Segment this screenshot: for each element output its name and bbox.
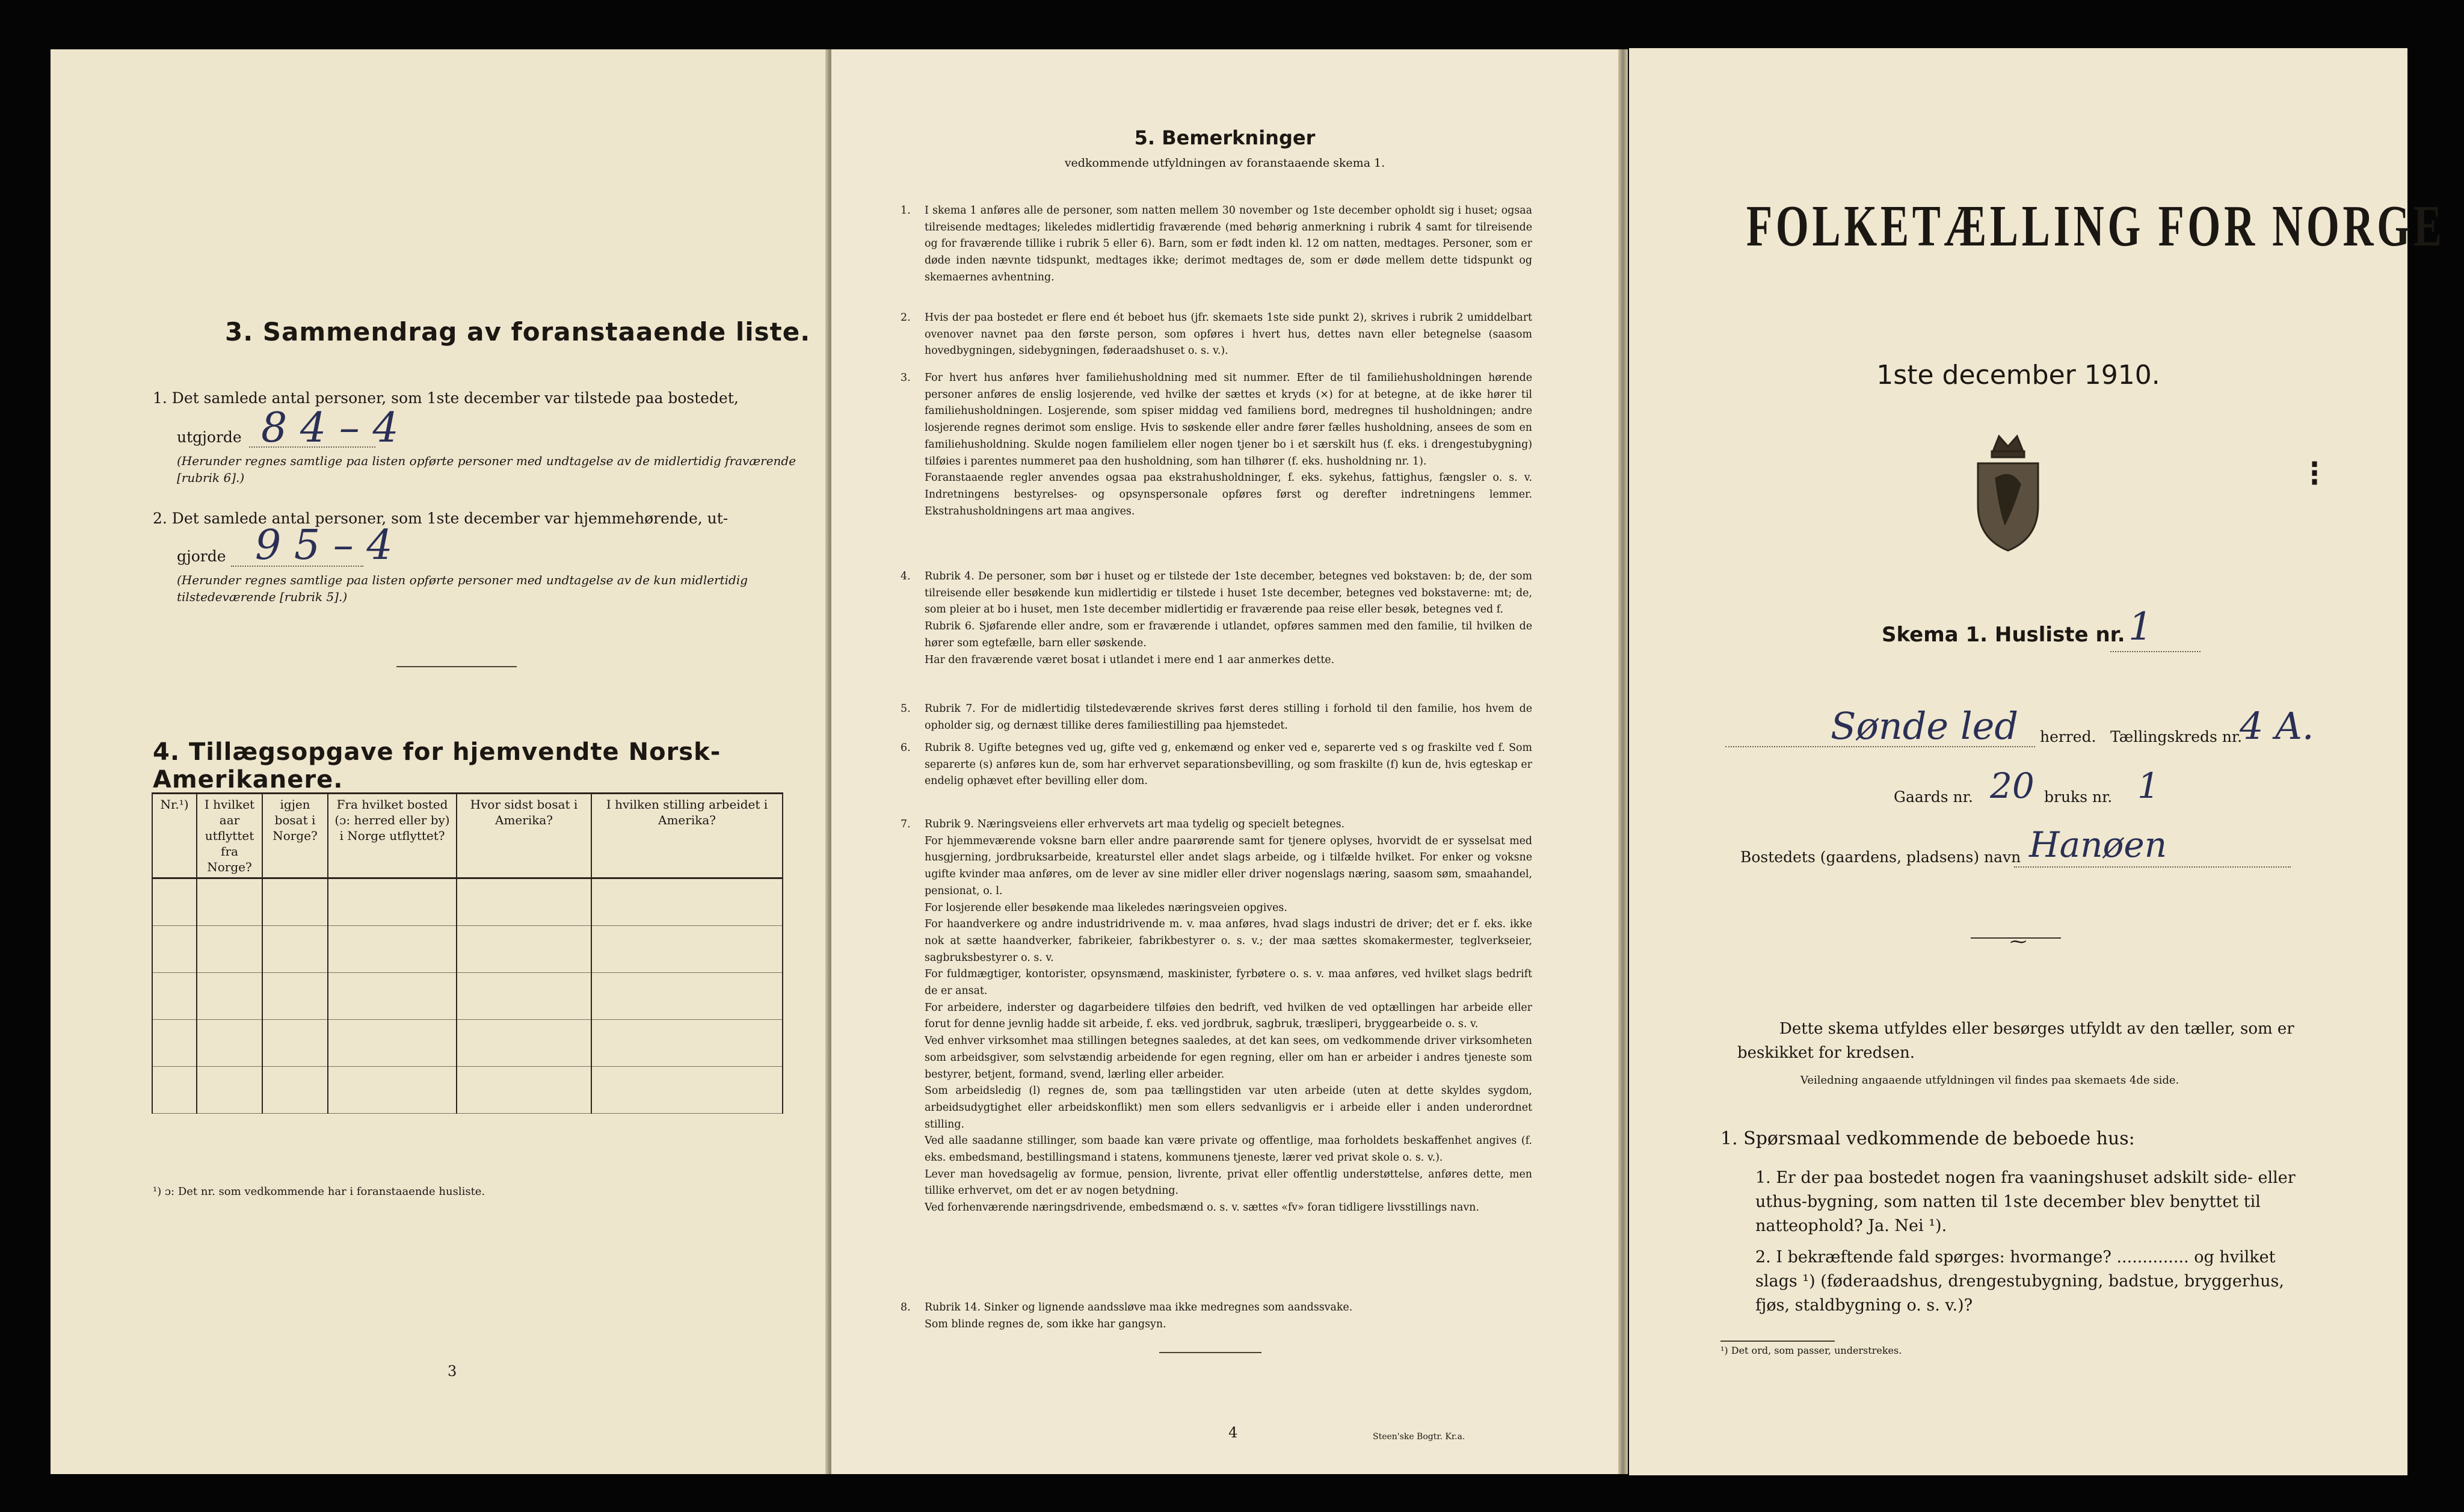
remark-num: 7. [901,818,911,830]
bruks-value: 1 [2137,765,2160,806]
husliste-dotline [2110,651,2201,652]
remarks-title: 5. Bemerkninger [1134,126,1316,149]
herred-value: Sønde led [1831,704,2019,748]
bruks-label: bruks nr. [2044,788,2113,806]
question-2: 2. I bekræftende fald spørges: hvormange? .............. og hvilket slags ¹) (føderaadshus, drengestubygning, badstue, bryggerhus, fjøs, staldbygning o. s. v.)? [1755,1248,2284,1315]
remark-num: 5. [901,703,911,715]
remarks-subtitle: vedkommende utfyldningen av foranstaaende skema 1. [1064,156,1385,170]
remark-8 [901,1300,1532,1333]
item1-text: 1. Det samlede antal personer, som 1ste december var tilstede paa bostedet, [153,389,739,407]
item2-note: (Herunder regnes samtlige paa listen opførte personer med undtagelse av de kun midlertidig tilstedeværende [rubrik 5].) [177,573,748,604]
item2-handwritten: 9 5 – 4 [255,522,393,569]
remark-5 [901,701,1532,734]
footnote-rule [1720,1341,1835,1342]
item2-text: 2. Det samlede antal personer, som 1ste december var hjemmehørende, ut- [153,510,728,527]
census-date: 1ste december 1910. [1876,360,2160,390]
norsk-amerikaner-table [152,792,783,1114]
table-row [152,1020,783,1067]
remark-2 [901,310,1532,360]
item1-note: (Herunder regnes samtlige paa listen opførte personer med undtagelse av de midlertidig fraværende [rubrik 6].) [177,454,796,485]
gutter-right [1618,49,1628,1474]
question-1: 1. Er der paa bostedet nogen fra vaaningshuset adskilt side- eller uthus-bygning, som natten til 1ste december blev benyttet til natteophold? Ja. Nei ¹). [1755,1168,2296,1235]
remark-1 [901,203,1532,286]
remark-num: 8. [901,1301,911,1313]
remark-3 [901,370,1532,520]
remark-num: 2. [901,312,911,324]
gaards-value: 20 [1990,765,2034,806]
page-number: 3 [448,1363,457,1380]
remark-num: 4. [901,570,911,582]
bosted-label: Bostedets (gaardens, pladsens) navn [1740,848,2021,866]
divider [1159,1352,1261,1353]
col-stilling-amerika: I hvilken stilling arbeidet i Amerika? [591,794,783,878]
col-nr: Nr.¹) [152,794,197,878]
divider [396,666,517,667]
census-title: FOLKETÆLLING FOR NORGE [1746,194,2445,259]
schema-label: Skema 1. Husliste nr. [1882,623,2125,647]
bosted-value: Hanøen [2029,824,2167,865]
bosted-dotline [2014,866,2291,868]
corner-mark: ⁝ [2309,452,2321,495]
item2-prefix: gjorde [177,548,226,565]
table-row [152,878,783,926]
remark-text: Rubrik 8. Ugifte betegnes ved ug, gifte ved g, enkemænd og enker ved e, separerte ved s og fraskilte ved f. Som separerte (s) anføres kun de, som har erhvervet separationsbevilling, og som fraskilte (f) kun de, hvis egteskap er endelig ophævet efter bevilling eller dom. [925,742,1532,788]
page-left [51,49,827,1474]
page-number: 4 [1228,1424,1238,1441]
table-row [152,1067,783,1114]
col-bosat-amerika: Hvor sidst bosat i Amerika? [457,794,591,878]
section4-title: 4. Tillægsopgave for hjemvendte Norsk-Amerikanere. [153,738,721,794]
section3-title: 3. Sammendrag av foranstaaende liste. [225,317,811,347]
item1-handwritten: 8 4 – 4 [261,404,399,452]
table-row [152,926,783,973]
kreds-value: 4 A. [2240,704,2314,748]
remark-text: Rubrik 7. For de midlertidig tilstedeværende skrives først deres stilling i forhold til den familie, hos hvem de opholder sig, og dernæst tillike deres familiestilling paa hjemstedet. [925,703,1532,732]
remark-6 [901,740,1532,790]
remark-text: Rubrik 14. Sinker og lignende aandssløve maa ikke medregnes som aandssvake. Som blinde regnes de, som ikke har gangsyn. [925,1301,1353,1330]
page-middle [831,49,1618,1474]
gaards-label: Gaards nr. [1894,788,1973,806]
table-row [152,973,783,1020]
col-igjen-bosat: igjen bosat i Norge? [262,794,328,878]
ornament: ⁓ [2010,931,2027,951]
coat-of-arms-icon [1969,433,2047,554]
intro-note: Veiledning angaaende utfyldningen vil findes paa skemaets 4de side. [1800,1074,2179,1087]
husliste-nr: 1 [2128,605,2153,649]
remark-text: For hvert hus anføres hver familiehusholdning med sit nummer. Efter de til familiehusholdningen hørende personer anføres de enslig losjerende, ved hvilke der sættes et kryds (×) for at betegne, at de ikke hører til familiehusholdningen. Losjerende, som spiser middag ved familiens bord, medregnes til husholdningen; andre losjerende regnes derimot som enslige. Hvis to søskende eller andre fører fælles husholdning, ansees de som en familiehusholdning. Skulde nogen familielem eller nogen tjener bo i et særskilt hus (f. eks. i drengestubygning) tilføies i parentes nummeret paa den husholdning, som han tilhører (f. eks. husholdning nr. 1). Foranstaaende regler anvendes ogsaa paa ekstrahusholdninger, f. eks. sykehus, fattighus, fængsler o. s. v. Indretningens bestyrelses- og opsynspersonale opføres først og derefter indretningens lemmer. Ekstrahusholdningens art maa angives. [925,372,1532,517]
item1-prefix: utgjorde [177,428,242,446]
remark-num: 3. [901,372,911,384]
herred-label: herred. [2040,728,2096,745]
remark-text: I skema 1 anføres alle de personer, som natten mellem 30 november og 1ste december opholdt sig i huset; ogsaa tilreisende medtages; likeledes midlertidig fraværende (med behørig anmerkning i rubrik 4 samt for tilreisende og for fraværende tillike i rubrik 5 eller 6). Barn, som er født inden kl. 12 om natten, medtages. Personer, som er døde inden nævnte tidspunkt, medtages ikke; derimot medtages de, som er døde mellem dette tidspunkt og skemaernes avhentning. [925,205,1532,283]
remark-7 [901,816,1532,1217]
footnote: ¹) ɔ: Det nr. som vedkommende har i foranstaaende husliste. [153,1185,485,1198]
remark-num: 6. [901,742,911,754]
col-bosted-norge: Fra hvilket bosted (ɔ: herred eller by) i Norge utflyttet? [328,794,457,878]
page-right [1629,48,2445,1475]
footnote: ¹) Det ord, som passer, understrekes. [1720,1345,1902,1356]
intro-text: Dette skema utfyldes eller besørges utfyldt av den tæller, som er beskikket for kredsen. [1737,1020,2294,1062]
question-header: 1. Spørsmaal vedkommende de beboede hus: [1720,1128,2135,1149]
remark-num: 1. [901,205,911,217]
remark-4 [901,569,1532,668]
remark-text: Rubrik 4. De personer, som bør i huset og er tilstede der 1ste december, betegnes ved bokstaven: b; de, der som tilreisende eller besøkende kun midlertidig er tilstede i huset 1ste december, betegnes ved bokstaverne: mt; de, som pleier at bo i huset, men 1ste december midlertidig er fraværende paa reise eller besøk, betegnes ved f. Rubrik 6. Sjøfarende eller andre, som er fraværende i utlandet, opføres sammen med den familie, til hvilken de hører som egtefælle, barn eller søskende. Har den fraværende været bosat i utlandet i mere end 1 aar anmerkes dette. [925,570,1532,666]
kreds-label: Tællingskreds nr. [2110,728,2243,745]
remark-text: Rubrik 9. Næringsveiens eller erhvervets art maa tydelig og specielt betegnes. For hjemmeværende voksne barn eller andre paarørende samt for tjenere oplyses, hvorvidt de er sysselsat med husgjerning, jordbruksarbeide, kreaturstel eller andet slags arbeide, og i tilfælde hvilket. For enker og voksne ugifte kvinder maa anføres, om de lever av sine midler eller driver nogenslags næring, saasom søm, smaahandel, pensionat, o. l. For losjerende eller besøkende maa likeledes næringsveien opgives. For haandverkere og andre industridrivende m. v. maa anføres, hvad slags industri de driver; det er f. eks. ikke nok at sætte haandverker, fabrikeier, fabrikbestyrer o. s. v.; der maa sættes skomakermester, teglverkseier, sagbruksbestyrer o. s. v. For fuldmægtiger, kontorister, opsynsmænd, maskinister, fyrbøtere o. s. v. maa anføres, ved hvilket slags bedrift de er ansat. For arbeidere, inderster og dagarbeidere tilføies den bedrift, ved hvilken de ved optællingen har arbeide eller forut for denne jevnlig hadde sit arbeide, f. eks. ved jordbruk, sagbruk, træsliperi, bryggearbeide o. s. v. Ved enhver virksomhet maa stillingen betegnes saaledes, at det kan sees, om vedkommende driver virksomheten som arbeidsgiver, som selvstændig arbeidende for egen regning, eller om han er arbeider i andres tjeneste som bestyrer, betjent, formand, svend, lærling eller arbeider. Som arbeidsledig (l) regnes de, som paa tællingstiden var uten arbeide (uten at dette skyldes sygdom, arbeidsudygtighet eller arbeidskonflikt) men som ellers sedvanligvis er i arbeide eller i anden underordnet stilling. Ved alle saadanne stillinger, som baade kan være private og offentlige, maa forholdets beskaffenhet angives (f. eks. embedsmand, bestillingsmand i statens, kommunens tjeneste, lærer ved privat skole o. s. v.). Lever man hovedsagelig av formue, pension, livrente, privat eller offentlig understøttelse, anføres dette, men tillike erhvervet, om det er av nogen betydning. Ved forhenværende næringsdrivende, embedsmænd o. s. v. sættes «fv» foran tidligere livsstillings navn. [925,818,1532,1214]
printer-mark: Steen'ske Bogtr. Kr.a. [1373,1432,1465,1442]
remark-text: Hvis der paa bostedet er flere end ét beboet hus (jfr. skemaets 1ste side punkt 2), skrives i rubrik 2 umiddelbart ovenover navnet paa den første person, som opføres i hvert hus, dettes navn eller betegnelse (saasom hovedbygningen, sidebygningen, føderaadshuset o. s. v.). [925,312,1532,357]
col-utflyttet: I hvilket aar utflyttet fra Norge? [197,794,262,878]
